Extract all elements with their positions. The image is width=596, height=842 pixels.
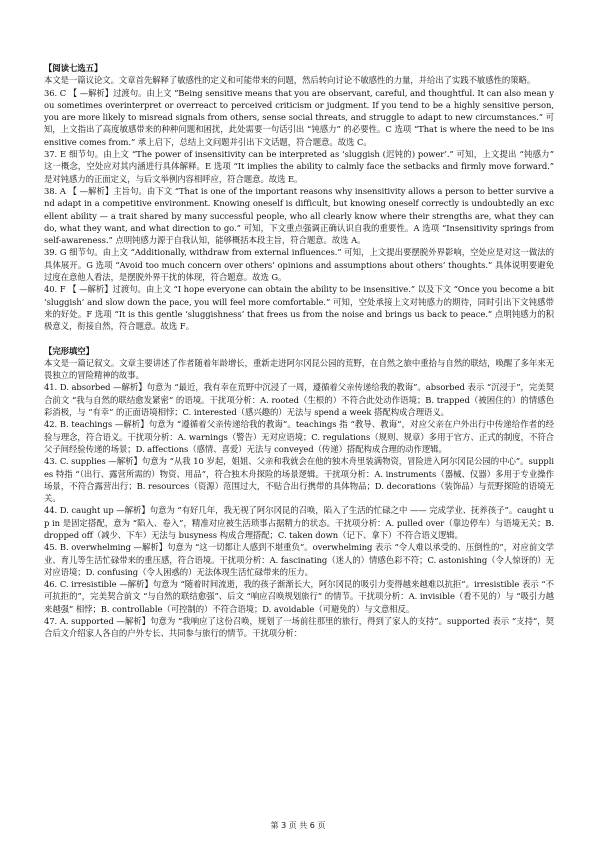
cloze-section [44, 345, 554, 640]
answer-39-paragraph: 39. G 细节句。由上文 “Additionally, withdraw from external influences.” 可知，上文提出要摆脱外界影响，空处应是对这一做法的具体展开。G 选项 “Avoid too much concern over others’ opinions and assumptions about others’ thoughts.” 具体说明要避免过度在意他人看法，是摆脱外界干扰的体现，符合题意。故选 G。 [44, 247, 554, 283]
reading-seven-choose-five-section [44, 62, 554, 333]
section-gap [44, 333, 554, 345]
answer-45-paragraph: 45. B. overwhelming —解析】句意为 “这一切都让人感到不堪重负”。overwhelming 表示 “令人难以承受的、压倒性的”，对应前文学业、育儿等生活忙碌带来的重压感，符合语境。干扰项分析：A. fascinating（迷人的）情感色彩不符；C. astonishing（令人惊讶的）无对应语境；D. confusing（令人困惑的）无法体现生活忙碌带来的压力。 [44, 542, 554, 577]
answer-41-paragraph: 41. D. absorbed —解析】句意为 “最近，我有幸在荒野中沉浸了一周，遵循着父亲传递给我的教诲”。absorbed 表示 “沉浸于”，完美契合前文 “我与自然的联结愈发紧密” 的语境。干扰项分析：A. rooted（生根的）不符合此处动作语境；B. trapped（被困住的）的情感色彩消极，与 “有幸” 的正面语境相悖；C. interested（感兴趣的）无法与 spend a week 搭配构成合理语义。 [44, 382, 554, 418]
answer-43-paragraph: 43. C. supplies —解析】句意为 “从我 10 岁起，姐姐、父亲和我就会在他的独木舟里装满物资，冒险进入阿尔冈昆公园的中心”。supplies 特指 “（出行、露营所需的）物资、用品”，符合独木舟探险的场景逻辑。干扰项分析：A. instruments（器械、仪器）多用于专业操作场景，不符合露营出行；B. resources（资源）范围过大，不贴合出行携带的具体物品；D. decorations（装饰品）与荒野探险的语境无关。 [44, 456, 554, 504]
answer-47-paragraph: 47. A. supported —解析】句意为 “我响应了这份召唤，规划了一场前往那里的旅行，得到了家人的支持”。supported 表示 “支持”，契合后文介绍家人各自的户外专长、共同参与旅行的情节。干扰项分析： [44, 616, 554, 639]
summary-paragraph: 本文是一篇议论文。文章首先解释了敏感性的定义和可能带来的问题，然后转向讨论不敏感性的力量，并给出了实践不敏感性的策略。 [44, 75, 536, 86]
answer-38-paragraph: 38. A 【 —解析】主旨句。由下文 “That is one of the important reasons why insensitivity allows a person to better survive and adapt in a competitive environment. Knowing oneself is difficult, but knowing oneself correctly is undoubtedly an excellent ability — a trait shared by many successful people, who all clearly know where their strengths are, what they can do, what they want, and what direction to go.” 可知，下文重点强调正确认识自我的重要性。A 选项 “Insensitivity springs from self-awareness.” 点明钝感力源于自我认知，能够概括本段主旨，符合题意。故选 A。 [44, 185, 554, 246]
answer-44-paragraph: 44. D. caught up —解析】句意为 “有好几年，我无视了阿尔冈昆的召唤，陷入了生活的忙碌之中 —— 完成学业、抚养孩子”。caught up in 是固定搭配，意为 “陷入、卷入”，精准对应被生活琐事占据精力的状态。干扰项分析：A. pulled over（靠边停车）与语境无关；B. dropped off（减少、下车）无法与 busyness 构成合理搭配；C. taken down（记下、拿下）不符合语义逻辑。 [44, 505, 554, 540]
answer-36-paragraph: 36. C 【 —解析】过渡句。由上文 “Being sensitive means that you are observant, careful, and thoughtful. It can also mean you sometimes overinterpret or overreact to perceived criticism or judgment. If you tend to be a highly sensitive person, you are more likely to misread signals from others, sense social threats, and struggle to adapt to new circumstances.” 可知，上文指出了高度敏感带来的种种问题和困扰，此处需要一句话引出 “钝感力” 的必要性。C 选项 “That is where the need to be insensitive comes from.” 承上启下，总结上文问题并引出下文话题，符合题意。故选 C。 [44, 87, 554, 147]
answer-42-paragraph: 42. B. teachings —解析】句意为 “遵循着父亲传递给我的教诲”。teachings 指 “教导、教诲”，对应父亲在户外出行中传递给作者的经验与理念，符合语义。干扰项分析：A. warnings（警告）无对应语境；C. regulations（规则、规章）多用于官方、正式的制度，不符合父子间经验传递的场景；D. affections（感情、喜爱）无法与 conveyed（传递）搭配构成合理的动作逻辑。 [44, 419, 554, 454]
section-title: 【完形填空】 [44, 345, 94, 356]
section-title: 【阅读七选五】 [44, 63, 103, 73]
summary-paragraph: 本文是一篇记叙文。文章主要讲述了作者随着年龄增长，重新走进阿尔冈昆公园的荒野，在自然之旅中重拾与自然的联结，唤醒了多年来无畏独立的冒险精神的故事。 [44, 357, 554, 381]
page-number: 第 3 页 共 6 页 [270, 821, 326, 830]
answer-40-paragraph: 40. F 【 —解析】过渡句。由上文 “I hope everyone can obtain the ability to be insensitive.” 以及下文 “Once you become a bit ‘sluggish’ and slow down the pace, you will feel more comfortable.” 可知，空处承接上文对钝感力的期待，同时引出下文钝感带来的好处。F 选项 “It is this gentle ‘sluggishness’ that frees us from the noise and brings us back to peace.” 点明钝感力的积极意义，衔接自然，符合题意。故选 F。 [44, 284, 554, 332]
page-content [44, 62, 554, 640]
answer-37-paragraph: 37. E 细节句。由上文 “The power of insensitivity can be interpreted as ‘sluggish (迟钝的) power’.” 可知，上文提出 “钝感力” 这一概念，空处应对其内涵进行具体解释。E 选项 “It implies the ability to calmly face the setbacks and firmly move forward.” 是对钝感力的正面定义，与后文举例内容相呼应，符合题意。故选 E。 [44, 149, 554, 184]
answer-46-paragraph: 46. C. irresistible —解析】句意为 “随着时间流逝，我的孩子渐渐长大，阿尔冈昆的吸引力变得越来越难以抗拒”。irresistible 表示 “不可抗拒的”，完美契合前文 “与自然的联结愈强”、后文 “响应召唤规划旅行” 的情节。干扰项分析：A. invisible（看不见的）与 “吸引力越来越强” 相悖；B. controllable（可控制的）不符合语境；D. avoidable（可避免的）与文意相反。 [44, 579, 554, 614]
